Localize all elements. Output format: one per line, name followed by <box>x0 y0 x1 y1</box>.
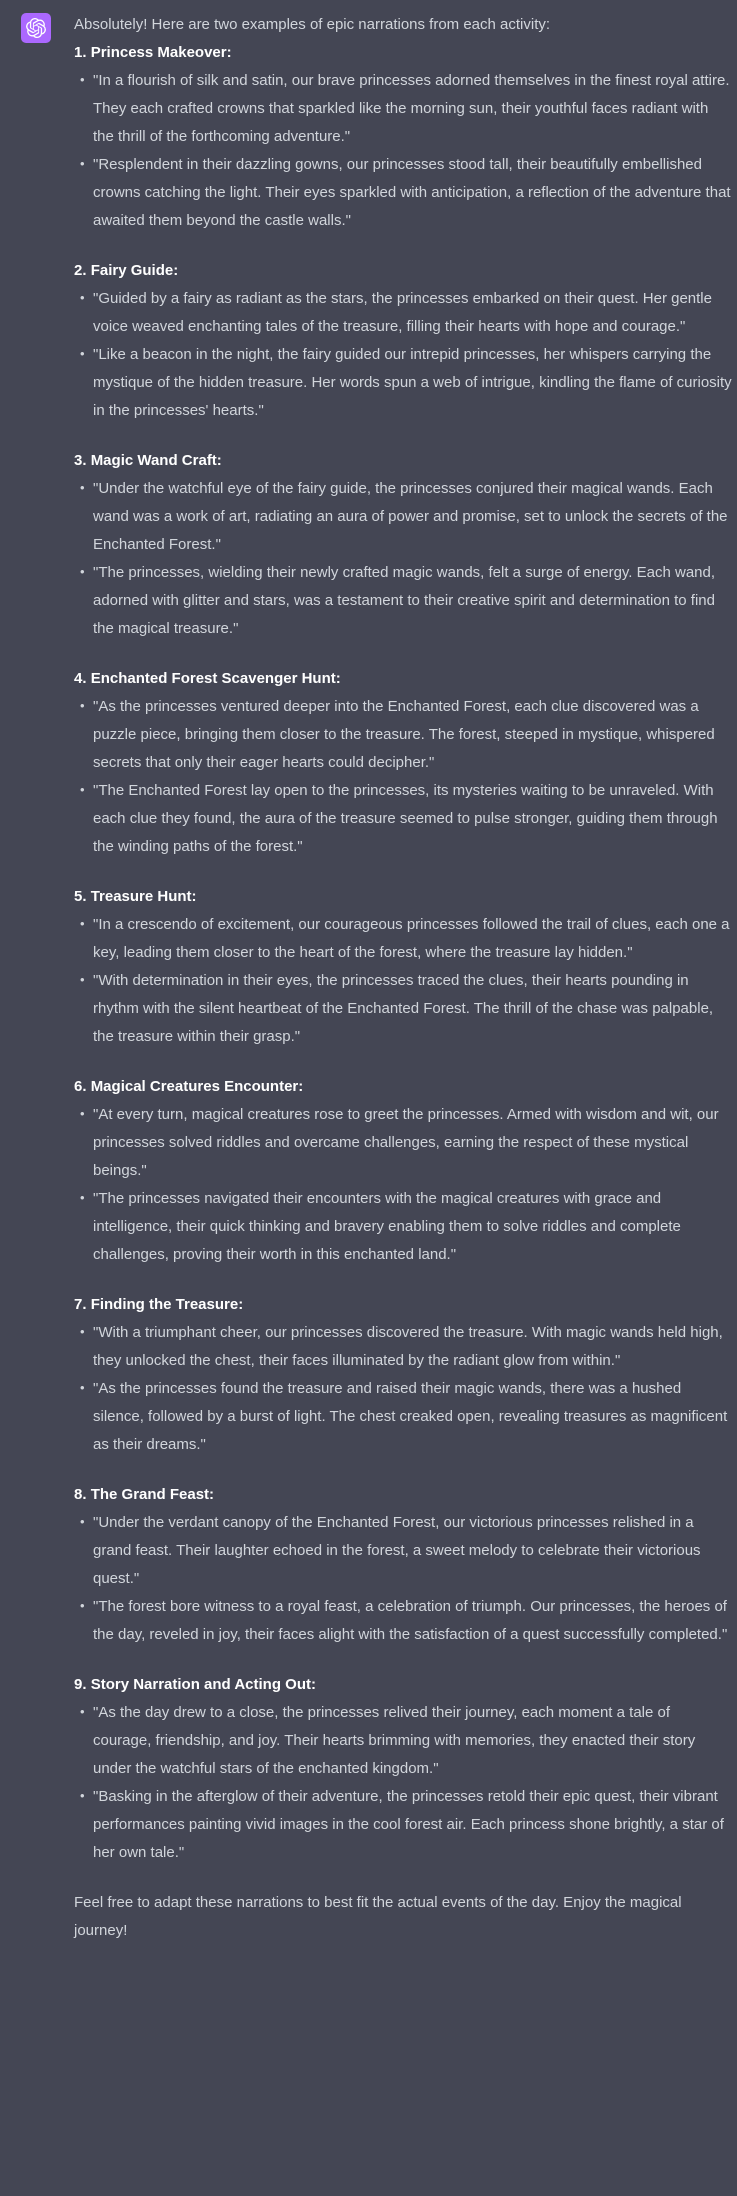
quote-item: • "In a crescendo of excitement, our courageous princesses followed the trail of clues, each one a key, leading them closer to the heart of the forest, where the treasure lay hidden." <box>93 911 732 967</box>
quote-item: • "As the princesses found the treasure and raised their magic wands, there was a hushed silence, followed by a burst of light. The chest creaked open, revealing treasures as magnificent as their dreams." <box>93 1375 732 1459</box>
quote-item: • "In a flourish of silk and satin, our brave princesses adorned themselves in the finest royal attire. They each crafted crowns that sparkled like the morning sun, their youthful faces radiant with the thrill of the forthcoming adventure." <box>93 67 732 151</box>
activity-title: Fairy Guide: <box>90 262 179 279</box>
quote-item: • "The princesses, wielding their newly crafted magic wands, felt a surge of energy. Each wand, adorned with glitter and stars, was a testament to their creative spirit and determination to find the magical treasure." <box>93 559 732 643</box>
activity-item <box>74 1481 732 1649</box>
activity-heading <box>74 665 732 693</box>
activity-heading <box>74 1291 732 1319</box>
activity-item <box>74 1671 732 1867</box>
quote-item: • "With determination in their eyes, the princesses traced the clues, their hearts pounding in rhythm with the silent heartbeat of the Enchanted Forest. The thrill of the chase was palpable, the treasure within their grasp." <box>93 967 732 1051</box>
activity-quotes-list <box>74 1319 732 1459</box>
activity-item <box>74 447 732 643</box>
activity-item <box>74 1291 732 1459</box>
quote-item: • "Basking in the afterglow of their adventure, the princesses retold their epic quest, their vibrant performances painting vivid images in the cool forest air. Each princess shone brightly, a star of her own tale." <box>93 1783 732 1867</box>
activity-heading <box>74 1073 732 1101</box>
activity-title: Finding the Treasure: <box>90 1296 244 1313</box>
activity-title: The Grand Feast: <box>90 1486 215 1503</box>
activity-number: 8. <box>74 1486 87 1503</box>
activities-list <box>74 39 732 1867</box>
quote-item: • "As the day drew to a close, the princesses relived their journey, each moment a tale of courage, friendship, and joy. Their hearts brimming with memories, they enacted their story under the watchful stars of the enchanted kingdom." <box>93 1699 732 1783</box>
activity-quotes-list <box>74 1699 732 1867</box>
activity-number: 1. <box>74 44 87 61</box>
activity-quotes-list <box>74 475 732 643</box>
activity-title: Treasure Hunt: <box>90 888 197 905</box>
activity-number: 7. <box>74 1296 87 1313</box>
activity-number: 6. <box>74 1078 87 1095</box>
activity-title: Story Narration and Acting Out: <box>90 1676 316 1693</box>
quote-item: • "As the princesses ventured deeper into the Enchanted Forest, each clue discovered was a puzzle piece, bringing them closer to the treasure. The forest, steeped in mystique, whispered secrets that only their eager hearts could decipher." <box>93 693 732 777</box>
assistant-avatar <box>21 13 51 43</box>
activity-number: 4. <box>74 670 87 687</box>
activity-item <box>74 39 732 235</box>
quote-item: • "With a triumphant cheer, our princesses discovered the treasure. With magic wands held high, they unlocked the chest, their faces illuminated by the radiant glow from within." <box>93 1319 732 1375</box>
quote-item: • "Under the verdant canopy of the Enchanted Forest, our victorious princesses relished in a grand feast. Their laughter echoed in the forest, a sweet melody to celebrate their victorious quest." <box>93 1509 732 1593</box>
activity-number: 9. <box>74 1676 87 1693</box>
quote-item: • "At every turn, magical creatures rose to greet the princesses. Armed with wisdom and wit, our princesses solved riddles and overcame challenges, earning the respect of these mystical beings." <box>93 1101 732 1185</box>
activity-quotes-list <box>74 1509 732 1649</box>
quote-item: • "The princesses navigated their encounters with the magical creatures with grace and intelligence, their quick thinking and bravery enabling them to solve riddles and complete challenges, proving their worth in this enchanted land." <box>93 1185 732 1269</box>
activity-title: Princess Makeover: <box>90 44 232 61</box>
activity-number: 2. <box>74 262 87 279</box>
activity-quotes-list <box>74 1101 732 1269</box>
activity-title: Magic Wand Craft: <box>90 452 222 469</box>
quote-item: • "Like a beacon in the night, the fairy guided our intrepid princesses, her whispers carrying the mystique of the hidden treasure. Her words spun a web of intrigue, kindling the flame of curiosity in the princesses' hearts." <box>93 341 732 425</box>
activity-quotes-list <box>74 285 732 425</box>
activity-item <box>74 883 732 1051</box>
activity-heading <box>74 1671 732 1699</box>
quote-item: • "The forest bore witness to a royal feast, a celebration of triumph. Our princesses, the heroes of the day, reveled in joy, their faces alight with the satisfaction of a quest successfully completed." <box>93 1593 732 1649</box>
quote-item: • "Resplendent in their dazzling gowns, our princesses stood tall, their beautifully embellished crowns catching the light. Their eyes sparkled with anticipation, a reflection of the adventure that awaited them beyond the castle walls." <box>93 151 732 235</box>
activity-number: 5. <box>74 888 87 905</box>
activity-title: Enchanted Forest Scavenger Hunt: <box>90 670 341 687</box>
closing-paragraph: Feel free to adapt these narrations to best fit the actual events of the day. Enjoy the magical journey! <box>74 1894 682 1939</box>
activity-heading <box>74 883 732 911</box>
activity-quotes-list <box>74 911 732 1051</box>
activity-heading <box>74 1481 732 1509</box>
intro-paragraph: Absolutely! Here are two examples of epic narrations from each activity: <box>74 16 551 33</box>
activity-quotes-list <box>74 67 732 235</box>
quote-item: • "Guided by a fairy as radiant as the stars, the princesses embarked on their quest. Her gentle voice weaved enchanting tales of the treasure, filling their hearts with hope and courage." <box>93 285 732 341</box>
activity-number: 3. <box>74 452 87 469</box>
activity-item <box>74 665 732 861</box>
openai-logo-icon <box>26 18 46 38</box>
activity-item <box>74 1073 732 1269</box>
activity-quotes-list <box>74 693 732 861</box>
activity-heading <box>74 257 732 285</box>
quote-item: • "The Enchanted Forest lay open to the princesses, its mysteries waiting to be unraveled. With each clue they found, the aura of the treasure seemed to pulse stronger, guiding them through the winding paths of the forest." <box>93 777 732 861</box>
activity-item <box>74 257 732 425</box>
activity-title: Magical Creatures Encounter: <box>90 1078 304 1095</box>
quote-item: • "Under the watchful eye of the fairy guide, the princesses conjured their magical wands. Each wand was a work of art, radiating an aura of power and promise, set to unlock the secrets of the Enchanted Forest." <box>93 475 732 559</box>
activity-heading <box>74 39 732 67</box>
activity-heading <box>74 447 732 475</box>
